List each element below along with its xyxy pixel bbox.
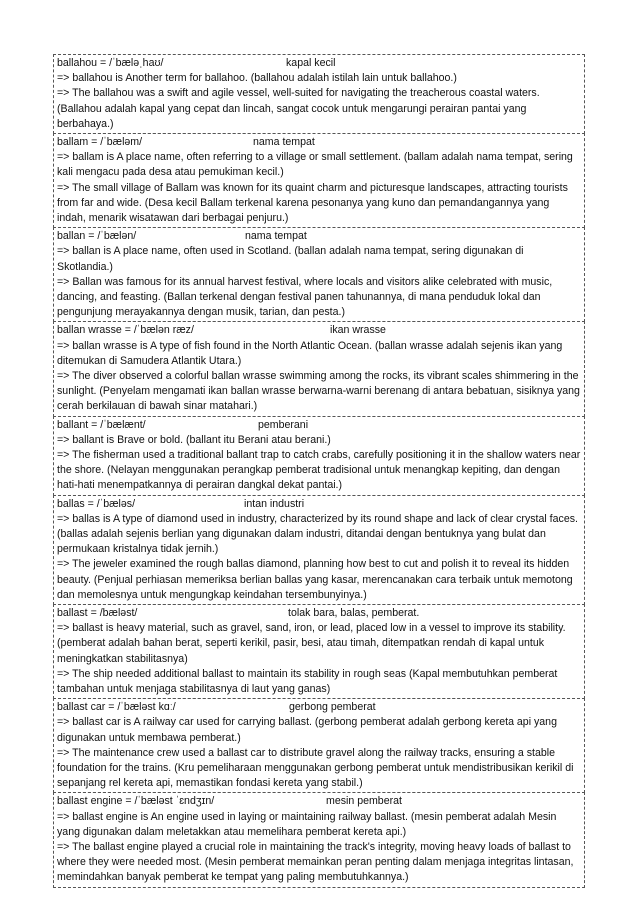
entry-ballan-wrasse bbox=[53, 321, 585, 416]
entry-head bbox=[57, 700, 581, 715]
entry-meaning: gerbong pemberat bbox=[289, 701, 376, 714]
entry-example: => The small village of Ballam was known for its quaint charm and picturesque landscapes, attracting tourists from far and wide. (Desa kecil Ballam terkenal karena pesonanya yang kuno dan pemandangannya yang indah, menarik wisatawan dari berbagai penjuru.) bbox=[57, 181, 568, 224]
entry-meaning: kapal kecil bbox=[286, 57, 336, 69]
entry-head bbox=[57, 606, 581, 621]
entry-term: ballas = /ˈbæləs/ bbox=[57, 497, 136, 510]
entry-meaning: intan industri bbox=[244, 497, 305, 510]
entry-example: => The diver observed a colorful ballan wrasse swimming among the rocks, its vibrant scales shimmering in the sunlight. (Penyelam mengamati ikan ballan wrasse berwarna-warni berenang di antara bebatuan, sisiknya yang cerah berkilauan di bawah sinar matahari.) bbox=[57, 370, 580, 413]
entry-definition: => ballas is A type of diamond used in industry, characterized by its round shape and lack of clear crystal faces. (ballas adalah sejenis berlian yang digunakan dalam industri, ditandai dengan bentuknya yang bulat dan permukaan kristalnya tidak jernih.) bbox=[57, 512, 578, 556]
entry-head bbox=[57, 323, 581, 338]
entry-meaning: mesin pemberat bbox=[326, 795, 402, 808]
dictionary-page bbox=[53, 55, 585, 888]
entry-head bbox=[57, 56, 581, 71]
entry-example: => The ballahou was a swift and agile vessel, well-suited for navigating the treacherous coastal waters. (Ballahou adalah kapal yang cepat dan lincah, sangat cocok untuk mengarungi perairan pantai yang berbahaya.) bbox=[57, 87, 540, 130]
entry-example: => The fisherman used a traditional ballant trap to catch crabs, carefully positioning it in the shallow waters near the shore. (Nelayan menggunakan perangkap pemberat tradisional untuk menangkap kepiting, dan dengan hati-hati menempatkannya di perairan dangkal dekat pantai.) bbox=[57, 449, 581, 492]
entry-ballast-engine bbox=[53, 792, 585, 887]
entry-meaning: nama tempat bbox=[253, 136, 315, 148]
entry-term: ballam = /ˈbæləm/ bbox=[57, 136, 143, 148]
entry-definition: => ballast car is A railway car used for carrying ballast. (gerbong pemberat adalah gerbong kereta api yang digunakan untuk membawa pemberat.) bbox=[57, 716, 557, 744]
entry-definition: => ballast engine is An engine used in laying or maintaining railway ballast. (mesin pemberat adalah Mesin yang digunakan dalam meletakkan atau memelihara pemberat kereta api.) bbox=[57, 810, 557, 838]
entry-ballas bbox=[53, 495, 585, 605]
entry-definition: => ballast is heavy material, such as gravel, sand, iron, or lead, placed low in a vessel to improve its stability. (pemberat adalah bahan berat, seperti kerikil, pasir, besi, atau timah, ditempatkan rendah di kapal untuk meningkatkan stabilitasnya) bbox=[57, 622, 566, 665]
entry-ballast bbox=[53, 604, 585, 699]
entry-example: => Ballan was famous for its annual harvest festival, where locals and visitors alike celebrated with music, dancing, and feasting. (Ballan terkenal dengan festival panen tahunannya, di mana penduduk lokal dan pengunjung merayakannya dengan musik, tarian, dan pesta.) bbox=[57, 275, 553, 319]
entry-meaning: tolak bara, balas, pemberat. bbox=[288, 607, 420, 620]
entry-example: => The maintenance crew used a ballast car to distribute gravel along the railway tracks, ensuring a stable foundation for the trains. (Kru pemeliharaan menggunakan gerbong pemberat untuk mendistribusikan kerikil di sepanjang rel kereta api, memastikan fondasi kereta yang stabil.) bbox=[57, 746, 574, 790]
entry-head bbox=[57, 794, 581, 809]
entry-ballast-car bbox=[53, 698, 585, 793]
entry-definition: => ballan wrasse is A type of fish found in the North Atlantic Ocean. (ballan wrasse adalah sejenis ikan yang ditemukan di Samudera Atlantik Utara.) bbox=[57, 339, 563, 367]
entry-term: ballahou = /ˈbæləˌhaʊ/ bbox=[57, 57, 164, 69]
entry-head bbox=[57, 229, 581, 244]
entry-example: => The ballast engine played a crucial role in maintaining the track's integrity, moving heavy loads of ballast to where they were needed most. (Mesin pemberat memainkan peran penting dalam menjaga integritas lintasan, memindahkan banyak pemberat ke tempat yang paling membutuhkannya.) bbox=[57, 841, 574, 884]
entry-head bbox=[57, 135, 581, 150]
entry-meaning: pemberani bbox=[258, 418, 309, 431]
entry-definition: => ballam is A place name, often referring to a village or small settlement. (ballam adalah nama tempat, sering kali mengacu pada desa atau pemukiman kecil.) bbox=[57, 151, 573, 179]
entry-definition: => ballant is Brave or bold. (ballant itu Berani atau berani.) bbox=[57, 433, 331, 446]
entry-definition: => ballan is A place name, often used in Scotland. (ballan adalah nama tempat, sering digunakan di Skotlandia.) bbox=[57, 245, 524, 273]
entry-ballan bbox=[53, 227, 585, 322]
entry-term: ballast engine = /ˈbæləst ˈɛndʒɪn/ bbox=[57, 795, 215, 808]
entry-meaning: nama tempat bbox=[245, 230, 307, 243]
entry-ballant bbox=[53, 416, 585, 496]
entry-definition: => ballahou is Another term for ballahoo. (ballahou adalah istilah lain untuk ballahoo.) bbox=[57, 72, 457, 85]
entry-example: => The jeweler examined the rough ballas diamond, planning how best to cut and polish it to reveal its hidden beauty. (Penjual perhiasan memeriksa berlian ballas yang kasar, merencanakan cara terbaik untuk memotong dan memolesnya untuk mengungkap keindahan tersembunyinya.) bbox=[57, 558, 573, 601]
entry-ballahou bbox=[53, 54, 585, 134]
entry-ballam bbox=[53, 133, 585, 228]
entry-term: ballan wrasse = /ˈbælən ræz/ bbox=[57, 324, 194, 337]
entry-term: ballast = /bæləst/ bbox=[57, 607, 138, 620]
entry-head bbox=[57, 418, 581, 433]
entry-term: ballan = /ˈbælən/ bbox=[57, 230, 137, 243]
entry-example: => The ship needed additional ballast to maintain its stability in rough seas (Kapal membutuhkan pemberat tambahan untuk menjaga stabilitasnya di laut yang ganas) bbox=[57, 667, 558, 696]
entry-meaning: ikan wrasse bbox=[330, 324, 386, 337]
entry-term: ballast car = /ˈbæləst kɑː/ bbox=[57, 701, 176, 714]
entry-head bbox=[57, 497, 581, 512]
entry-term: ballant = /ˈbælænt/ bbox=[57, 418, 146, 431]
